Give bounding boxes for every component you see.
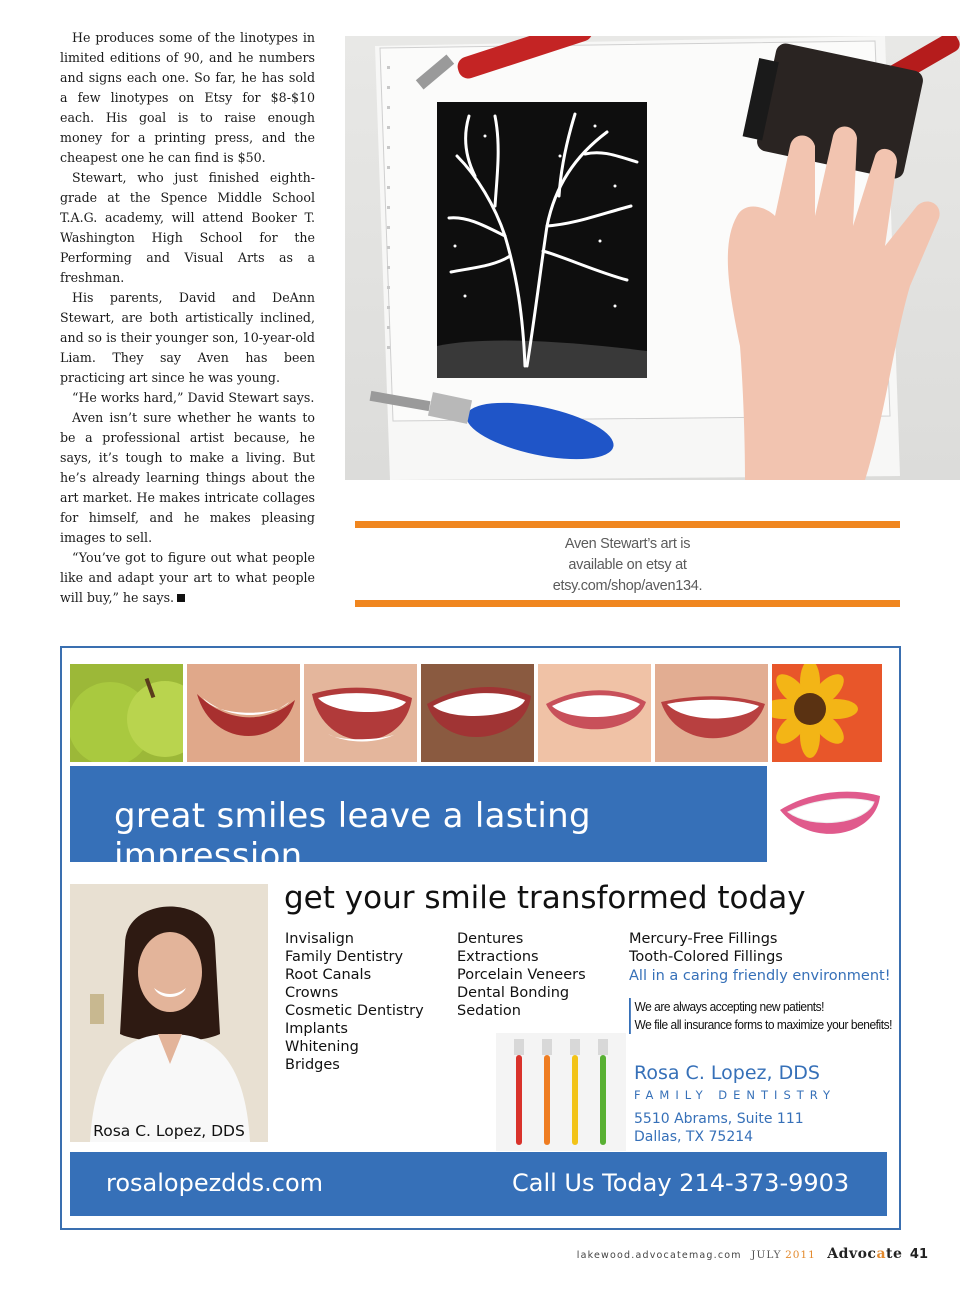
doctor-caption: Rosa C. Lopez, DDS bbox=[93, 1122, 245, 1140]
page-footer bbox=[577, 1246, 928, 1262]
footer-url: lakewood.advocatemag.com bbox=[576, 1250, 742, 1261]
address-line: 5510 Abrams, Suite 111 bbox=[634, 1111, 804, 1127]
smile-photo bbox=[538, 664, 651, 762]
toothbrushes-image bbox=[496, 1033, 626, 1151]
practice-name: Rosa C. Lopez, DDS bbox=[634, 1062, 820, 1084]
photo-caption bbox=[355, 534, 900, 597]
caption-line: Aven Stewart’s art is bbox=[564, 536, 691, 552]
smile-photo bbox=[655, 664, 768, 762]
ad-subheadline: get your smile transformed today bbox=[284, 880, 806, 916]
phone-call-text: Call Us Today 214-373-9903 bbox=[512, 1169, 850, 1197]
ad-tagline: All in a caring friendly environment! bbox=[629, 968, 891, 984]
page-number: 41 bbox=[909, 1247, 928, 1262]
service-item: Dentures bbox=[457, 931, 524, 947]
service-item: Cosmetic Dentistry bbox=[285, 1003, 424, 1019]
practice-info bbox=[634, 1062, 836, 1146]
service-item: Invisalign bbox=[285, 931, 354, 947]
website-link[interactable]: rosalopezdds.com bbox=[106, 1169, 324, 1197]
service-item: Bridges bbox=[285, 1057, 340, 1073]
address-line: Dallas, TX 75214 bbox=[634, 1129, 754, 1145]
caption-line: etsy.com/shop/aven134. bbox=[552, 578, 703, 594]
caption-line: available on etsy at bbox=[568, 557, 687, 573]
caption-top-rule bbox=[355, 521, 900, 528]
logo-text: te bbox=[886, 1246, 903, 1262]
article-paragraph: “He works hard,” David Stewart says. bbox=[72, 390, 315, 405]
logo-text: Advoc bbox=[827, 1246, 877, 1262]
service-item: Tooth-Colored Fillings bbox=[629, 949, 783, 965]
services-list bbox=[629, 930, 783, 966]
logo-accent: a bbox=[876, 1246, 887, 1262]
smile-photo bbox=[304, 664, 417, 762]
linocut-photo bbox=[345, 36, 960, 480]
service-item: Dental Bonding bbox=[457, 985, 570, 1001]
ad-headline: great smiles leave a lasting impression bbox=[114, 796, 591, 876]
headline-banner bbox=[70, 766, 767, 876]
contact-banner bbox=[70, 1152, 887, 1216]
notice-line: We are always accepting new patients! bbox=[634, 999, 825, 1014]
article-paragraph: Aven isn’t sure whether he wants to be a professional artist because, he says, it’s tough to make a living. But he’s already learning things about the art market. He makes intricate collages for himself, and he makes pleasing images to sell. bbox=[60, 410, 315, 545]
end-mark-icon bbox=[177, 594, 185, 602]
sunflower-photo bbox=[772, 664, 882, 762]
smile-photo bbox=[421, 664, 534, 762]
service-item: Family Dentistry bbox=[285, 949, 404, 965]
article-paragraph-last bbox=[60, 548, 315, 608]
smile-closeup-photo bbox=[772, 766, 882, 862]
service-item: Mercury-Free Fillings bbox=[629, 931, 778, 947]
services-list bbox=[285, 930, 424, 1074]
service-item: Crowns bbox=[285, 985, 339, 1001]
article-paragraph-text: “You’ve got to figure out what people like and adapt your art to what people will buy,” he says. bbox=[60, 550, 315, 605]
magazine-logo bbox=[827, 1246, 902, 1262]
practice-address bbox=[634, 1110, 836, 1146]
smile-photo bbox=[187, 664, 300, 762]
apple-photo bbox=[70, 664, 183, 762]
article-column bbox=[60, 28, 315, 608]
dentist-advertisement bbox=[60, 646, 901, 1230]
service-item: Extractions bbox=[457, 949, 539, 965]
services-list bbox=[457, 930, 586, 1020]
article-paragraph: He produces some of the linotypes in limited editions of 90, and he numbers and signs each one. So far, he has sold a few linotypes on Etsy for $8-$10 each. His goal is to raise enough money for a printing press, and the cheapest one he can find is $50. bbox=[60, 30, 315, 165]
footer-year: 2011 bbox=[785, 1249, 816, 1261]
service-item: Porcelain Veneers bbox=[457, 967, 586, 983]
service-item: Root Canals bbox=[285, 967, 372, 983]
service-item: Sedation bbox=[457, 1003, 521, 1019]
caption-bottom-rule bbox=[355, 600, 900, 607]
doctor-photo bbox=[70, 884, 268, 1142]
practice-type: FAMILY DENTISTRY bbox=[634, 1088, 837, 1102]
service-item: Implants bbox=[285, 1021, 348, 1037]
footer-month: JULY bbox=[751, 1249, 782, 1261]
notice-line: We file all insurance forms to maximize your benefits! bbox=[634, 1017, 892, 1032]
patient-notice bbox=[629, 998, 892, 1034]
article-paragraph: His parents, David and DeAnn Stewart, are both artistically inclined, and so is their younger son, 10-year-old Liam. They say Aven has been practicing art since he was young. bbox=[60, 290, 315, 385]
article-paragraph: Stewart, who just finished eighth-grade at the Spence Middle School T.A.G. academy, will attend Booker T. Washington High School for the Performing and Visual Arts as a freshman. bbox=[60, 170, 315, 285]
service-item: Whitening bbox=[285, 1039, 359, 1055]
